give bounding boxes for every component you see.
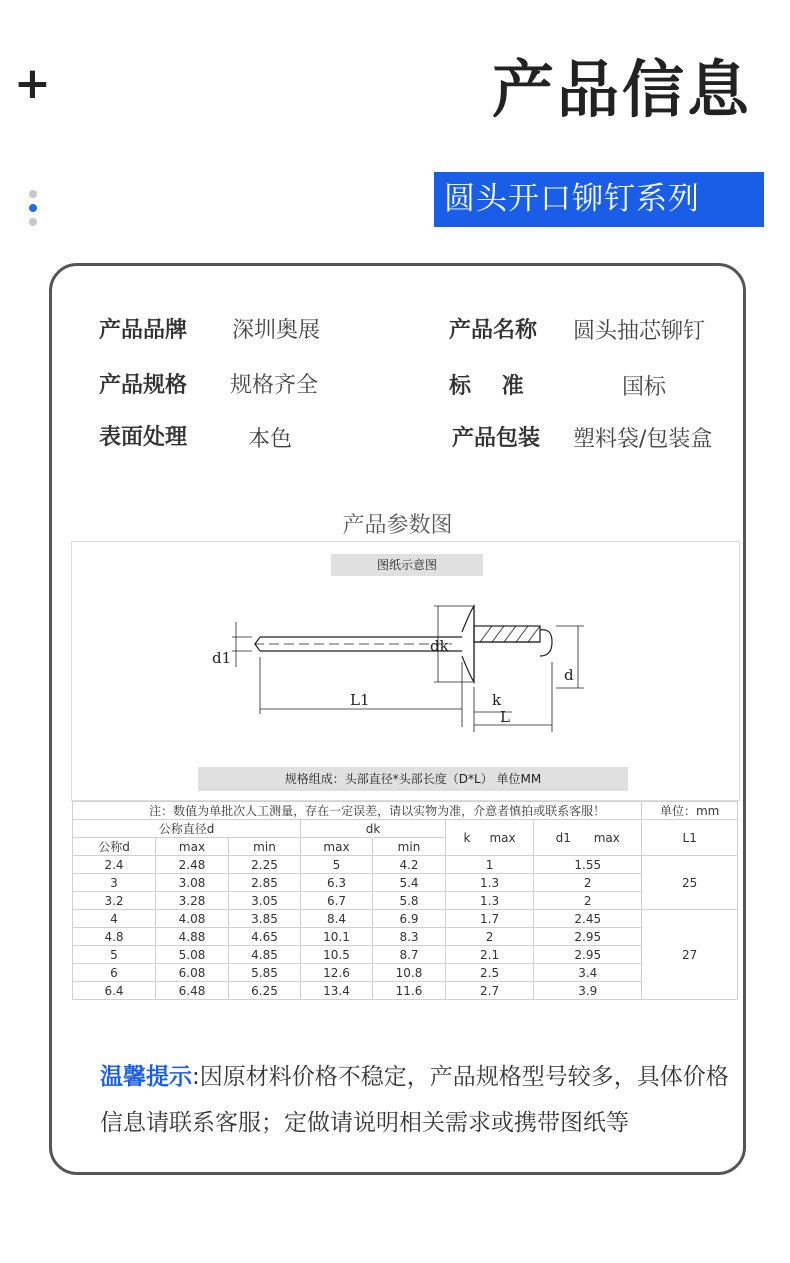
package-value: 塑料袋/包装盒 (573, 427, 713, 452)
label-k: k (492, 691, 502, 709)
table-cell: 8.4 (301, 910, 373, 928)
label-L: L (500, 708, 510, 726)
table-cell: 2.45 (534, 910, 642, 928)
standard-value: 国标 (622, 375, 667, 400)
spec-value: 规格齐全 (230, 373, 319, 398)
table-row (73, 946, 738, 964)
indicator-dot-active[interactable] (29, 204, 37, 212)
tip-label: 温馨提示 (100, 1064, 192, 1090)
surface-label: 表面处理 (99, 425, 188, 450)
table-cell: 8.3 (373, 928, 446, 946)
table-cell: 3.9 (534, 982, 642, 1000)
table-cell: 10.1 (301, 928, 373, 946)
table-note: 注：数值为单批次人工测量，存在一定误差，请以实物为准，介意者慎拍或联系客服！ (73, 802, 642, 820)
table-cell: 12.6 (301, 964, 373, 982)
table-cell: 10.8 (373, 964, 446, 982)
table-cell: 6.9 (373, 910, 446, 928)
drawing-caption: 图纸示意图 (331, 554, 483, 576)
page-title: 产品信息 (491, 53, 752, 126)
l1-group-1: 25 (642, 856, 738, 910)
package-label: 产品包装 (452, 426, 541, 451)
table-cell: 2 (534, 892, 642, 910)
table-cell: 1.55 (534, 856, 642, 874)
table-cell: 13.4 (301, 982, 373, 1000)
table-cell: 2.7 (446, 982, 534, 1000)
table-row (73, 910, 738, 928)
subheader: max (301, 838, 373, 856)
header-nominal-diameter: 公称直径d (73, 820, 301, 838)
table-cell: 2.4 (73, 856, 156, 874)
table-cell: 3 (73, 874, 156, 892)
product-info-card (49, 263, 746, 1175)
table-cell: 5 (301, 856, 373, 874)
table-cell: 4.08 (156, 910, 229, 928)
table-cell: 3.4 (534, 964, 642, 982)
spec-table (72, 801, 738, 1000)
standard-label: 标 准 (449, 374, 524, 399)
plus-icon[interactable]: + (14, 58, 51, 109)
table-cell: 5.08 (156, 946, 229, 964)
table-cell: 3.08 (156, 874, 229, 892)
header-l1: L1 (642, 820, 738, 856)
diagram-heading: 产品参数图 (342, 513, 453, 538)
table-cell: 3.2 (73, 892, 156, 910)
table-cell: 2 (534, 874, 642, 892)
name-value: 圆头抽芯铆钉 (573, 319, 706, 344)
l1-group-2: 27 (642, 910, 738, 1000)
table-cell: 1.3 (446, 892, 534, 910)
table-cell: 11.6 (373, 982, 446, 1000)
table-cell: 4.88 (156, 928, 229, 946)
table-cell: 6.25 (229, 982, 301, 1000)
table-cell: 10.5 (301, 946, 373, 964)
table-cell: 2.85 (229, 874, 301, 892)
table-cell: 2 (446, 928, 534, 946)
subheader: 公称d (73, 838, 156, 856)
table-cell: 6.4 (73, 982, 156, 1000)
table-row (73, 856, 738, 874)
name-label: 产品名称 (449, 318, 538, 343)
header-d1-max: d1 max (534, 820, 642, 856)
tip-text: :因原材料价格不稳定，产品规格型号较多，具体价格信息请联系客服；定做请说明相关需求或携带图纸等 (100, 1064, 729, 1136)
table-cell: 2.1 (446, 946, 534, 964)
table-cell: 4 (73, 910, 156, 928)
brand-value: 深圳奥展 (232, 318, 321, 343)
spec-label: 产品规格 (99, 373, 188, 398)
rivet-drawing (72, 542, 739, 800)
indicator-dot[interactable] (29, 190, 37, 198)
table-unit: 单位：mm (642, 802, 738, 820)
table-cell: 6.7 (301, 892, 373, 910)
brand-label: 产品品牌 (99, 318, 188, 343)
table-row (73, 982, 738, 1000)
table-cell: 5 (73, 946, 156, 964)
table-row (73, 874, 738, 892)
surface-value: 本色 (248, 427, 293, 452)
table-cell: 6.48 (156, 982, 229, 1000)
table-cell: 4.8 (73, 928, 156, 946)
table-cell: 5.8 (373, 892, 446, 910)
table-cell: 6 (73, 964, 156, 982)
header-k-max: k max (446, 820, 534, 856)
series-banner: 圆头开口铆钉系列 (434, 172, 764, 227)
label-d1: d1 (212, 649, 232, 667)
spec-caption: 规格组成：头部直径*头部长度（D*L） 单位MM (198, 767, 628, 791)
subheader: min (229, 838, 301, 856)
label-L1: L1 (350, 691, 370, 709)
table-cell: 2.25 (229, 856, 301, 874)
table-cell: 2.48 (156, 856, 229, 874)
table-row (73, 892, 738, 910)
rivet-diagram (71, 541, 740, 801)
indicator-dot[interactable] (29, 218, 37, 226)
table-cell: 3.28 (156, 892, 229, 910)
table-cell: 1.7 (446, 910, 534, 928)
table-cell: 3.05 (229, 892, 301, 910)
carousel-indicator[interactable] (28, 190, 38, 232)
table-row (73, 928, 738, 946)
label-d: d (564, 666, 574, 684)
table-cell: 3.85 (229, 910, 301, 928)
table-cell: 4.65 (229, 928, 301, 946)
table-cell: 5.85 (229, 964, 301, 982)
table-cell: 2.95 (534, 946, 642, 964)
table-cell: 8.7 (373, 946, 446, 964)
table-cell: 1.3 (446, 874, 534, 892)
header-dk: dk (301, 820, 446, 838)
table-cell: 6.08 (156, 964, 229, 982)
label-dk: dk (430, 637, 449, 655)
table-row (73, 964, 738, 982)
table-cell: 2.5 (446, 964, 534, 982)
table-cell: 6.3 (301, 874, 373, 892)
subheader: max (156, 838, 229, 856)
table-cell: 4.2 (373, 856, 446, 874)
table-cell: 5.4 (373, 874, 446, 892)
warm-tip (100, 1054, 740, 1146)
subheader: min (373, 838, 446, 856)
table-cell: 4.85 (229, 946, 301, 964)
table-cell: 1 (446, 856, 534, 874)
table-cell: 2.95 (534, 928, 642, 946)
